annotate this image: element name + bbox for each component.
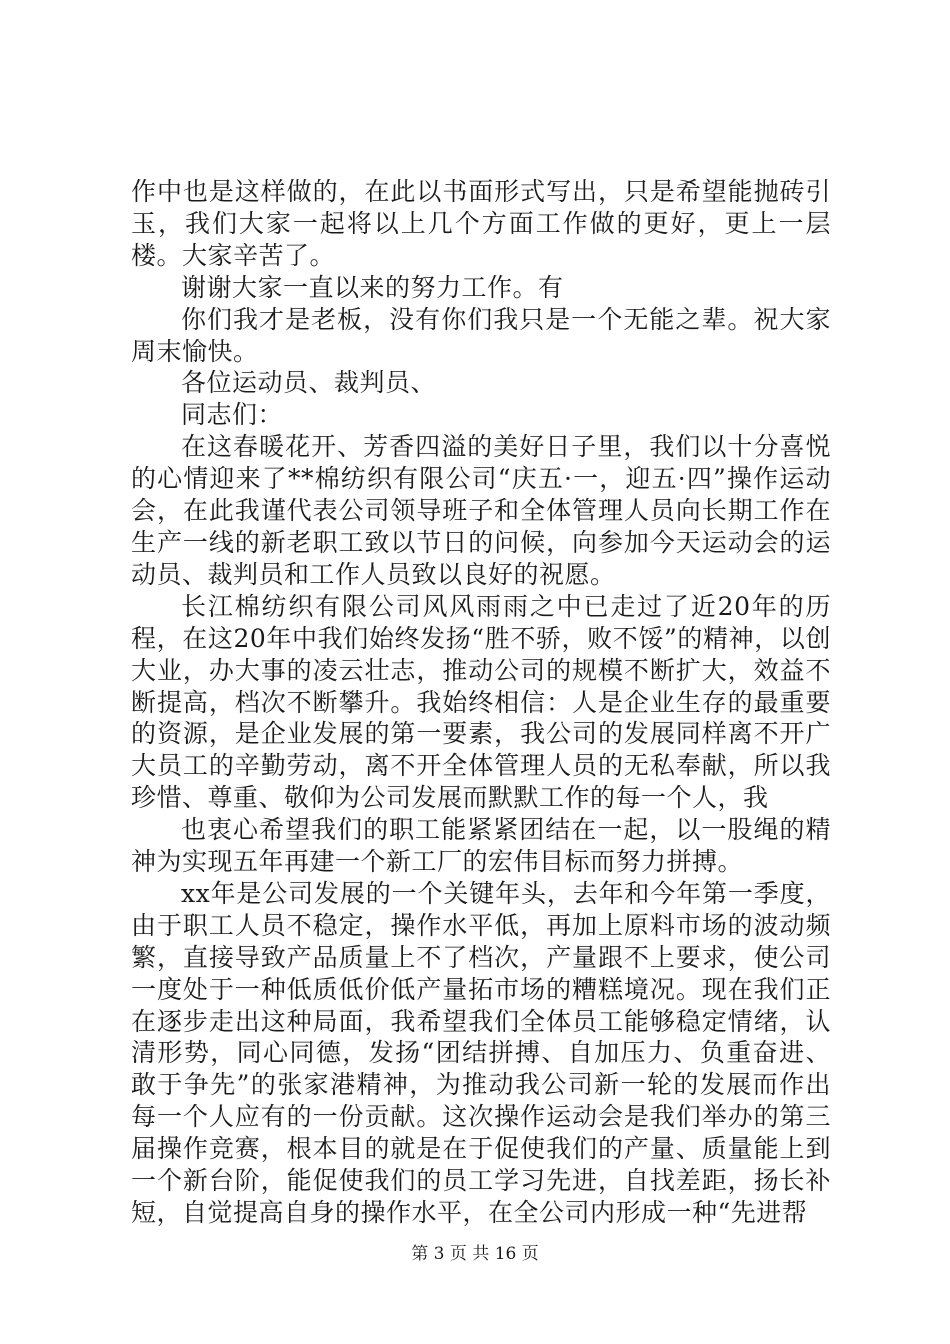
- paragraph-6: 在这春暖花开、芳香四溢的美好日子里，我们以十分喜悦的心情迎来了**棉纺织有限公司“庆五·一，迎五·四”操作运动会，在此我谨代表公司领导班子和全体管理人员向长期工作在生产一线的新老职工致以节日的问候，向参加今天运动会的运动员、裁判员和工作人员致以良好的祝愿。: [131, 432, 831, 589]
- document-body: [131, 176, 831, 1229]
- paragraph-9: xx年是公司发展的一个关键年头，去年和今年第一季度，由于职工人员不稳定，操作水平低，再加上原料市场的波动频繁，直接导致产品质量上不了档次，产量跟不上要求，使公司一度处于一种低质低价低产量拓市场的糟糕境况。现在我们正在逐步走出这种局面，我希望我们全体员工能够稳定情绪，认清形势，同心同德，发扬“团结拼搏、自加压力、负重奋进、敢于争先”的张家港精神，为推动我公司新一轮的发展而作出每一个人应有的一份贡献。这次操作运动会是我们举办的第三届操作竞赛，根本目的就是在于促使我们的产量、质量能上到一个新台阶，能促使我们的员工学习先进，自找差距，扬长补短，自觉提高自身的操作水平，在全公司内形成一种“先进帮: [131, 878, 831, 1227]
- page-number-footer: 第 3 页 共 16 页: [411, 1244, 539, 1264]
- paragraph-2: 谢谢大家一直以来的努力工作。有: [181, 272, 564, 302]
- paragraph-5: 同志们：: [181, 400, 284, 430]
- paragraph-8: 也衷心希望我们的职工能紧紧团结在一起，以一股绳的精神为实现五年再建一个新工厂的宏伟目标而努力拼搏。: [131, 815, 831, 877]
- paragraph-7: 长江棉纺织有限公司风风雨雨之中已走过了近20年的历程，在这20年中我们始终发扬“胜不骄，败不馁”的精神，以创大业，办大事的凌云壮志，推动公司的规模不断扩大，效益不断提高，档次不断攀升。我始终相信：人是企业生存的最重要的资源，是企业发展的第一要素，我公司的发展同样离不开广大员工的辛勤劳动，离不开全体管理人员的无私奉献，所以我珍惜、尊重、敬仰为公司发展而默默工作的每一个人，我: [131, 591, 831, 813]
- paragraph-4: 各位运动员、裁判员、: [181, 368, 437, 398]
- paragraph-3: 你们我才是老板，没有你们我只是一个无能之辈。祝大家周末愉快。: [131, 304, 831, 366]
- paragraph-1: 作中也是这样做的，在此以书面形式写出，只是希望能抛砖引玉，我们大家一起将以上几个方面工作做的更好，更上一层楼。大家辛苦了。: [131, 177, 831, 270]
